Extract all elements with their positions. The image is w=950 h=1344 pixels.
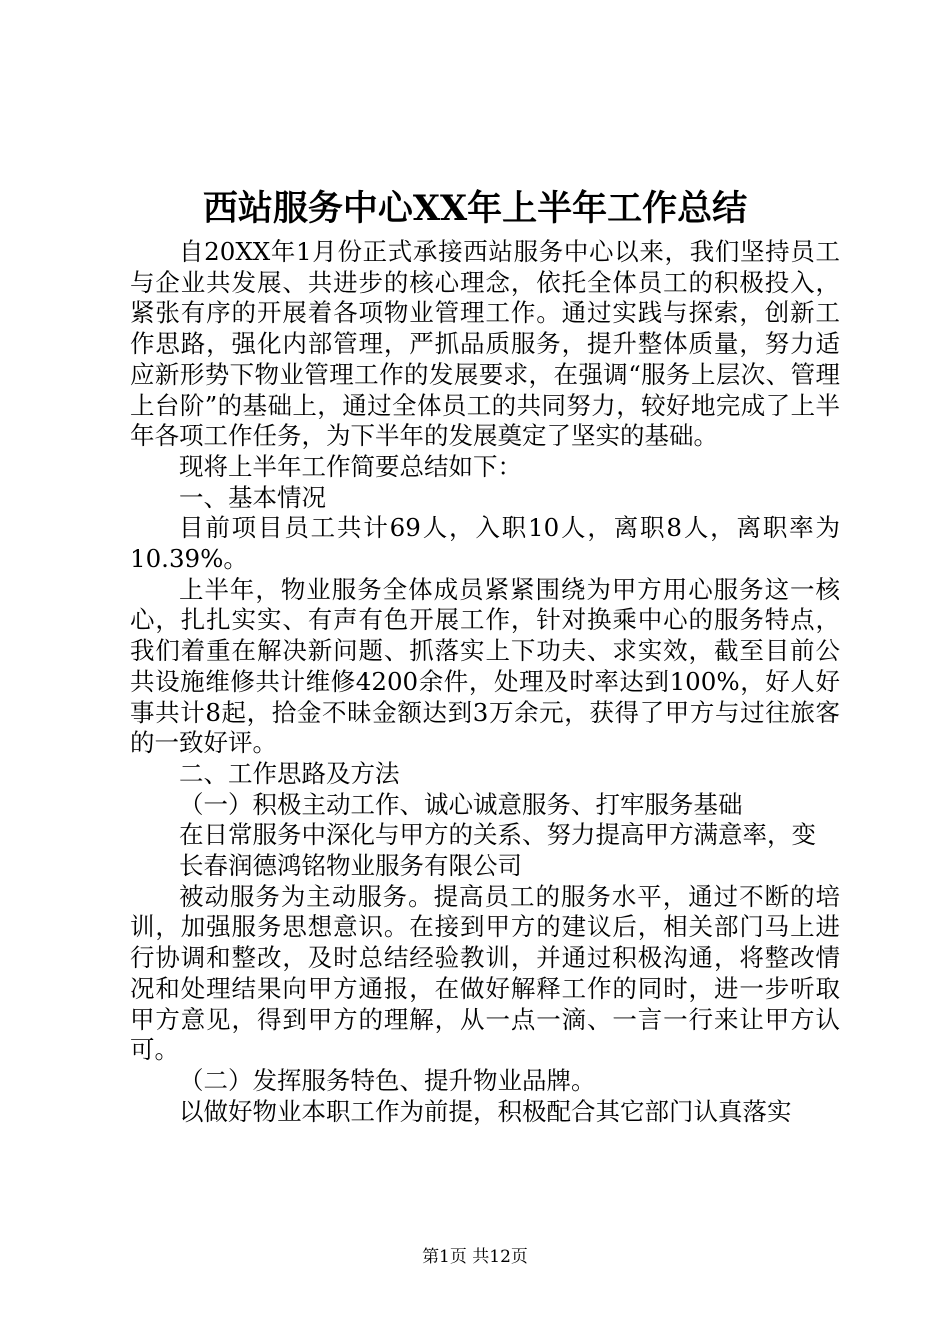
- intro-paragraph: 自20XX年1月份正式承接西站服务中心以来，我们坚持员工与企业共发展、共进步的核心理念，依托全体员工的积极投入，紧张有序的开展着各项物业管理工作。通过实践与探索，创新工作思路，强化内部管理，严抓品质服务，提升整体质量，努力适应新形势下物业管理工作的发展要求，在强调“服务上层次、管理上台阶”的基础上，通过全体员工的共同努力，较好地完成了上半年各项工作任务，为下半年的发展奠定了坚实的基础。: [130, 237, 840, 451]
- half-year-work-paragraph: 上半年，物业服务全体成员紧紧围绕为甲方用心服务这一核心，扎扎实实、有声有色开展工作，针对换乘中心的服务特点，我们着重在解决新问题、抓落实上下功夫、求实效，截至目前公共设施维修共计维修4200余件，处理及时率达到100%，好人好事共计8起，拾金不昧金额达到3万余元，获得了甲方与过往旅客的一致好评。: [130, 574, 840, 758]
- document-body: [130, 237, 840, 1127]
- summary-lead-paragraph: 现将上半年工作简要总结如下：: [179, 451, 522, 481]
- property-duty-paragraph: 以做好物业本职工作为前提，积极配合其它部门认真落实: [179, 1096, 792, 1126]
- page-footer: 第1页 共12页: [422, 1247, 528, 1267]
- section-heading-basic-situation: 一、基本情况: [179, 482, 326, 512]
- section-heading-approach: 二、工作思路及方法: [179, 758, 400, 788]
- staff-statistics-paragraph: 目前项目员工共计69人，入职10人，离职8人，离职率为10.39%。: [130, 513, 840, 574]
- daily-service-paragraph: 在日常服务中深化与甲方的关系、努力提高甲方满意率，变: [179, 820, 816, 850]
- subsection-heading-2: （二）发挥服务特色、提升物业品牌。: [179, 1065, 596, 1095]
- subsection-heading-1: （一）积极主动工作、诚心诚意服务、打牢服务基础: [179, 789, 743, 819]
- page-title: 西站服务中心XX年上半年工作总结: [202, 188, 748, 229]
- company-name-line: 长春润德鸿铭物业服务有限公司: [179, 851, 522, 881]
- active-service-paragraph: 被动服务为主动服务。提高员工的服务水平，通过不断的培训，加强服务思想意识。在接到甲方的建议后，相关部门马上进行协调和整改，及时总结经验教训，并通过积极沟通，将整改情况和处理结果向甲方通报，在做好解释工作的同时，进一步听取甲方意见，得到甲方的理解，从一点一滴、一言一行来让甲方认可。: [130, 881, 840, 1065]
